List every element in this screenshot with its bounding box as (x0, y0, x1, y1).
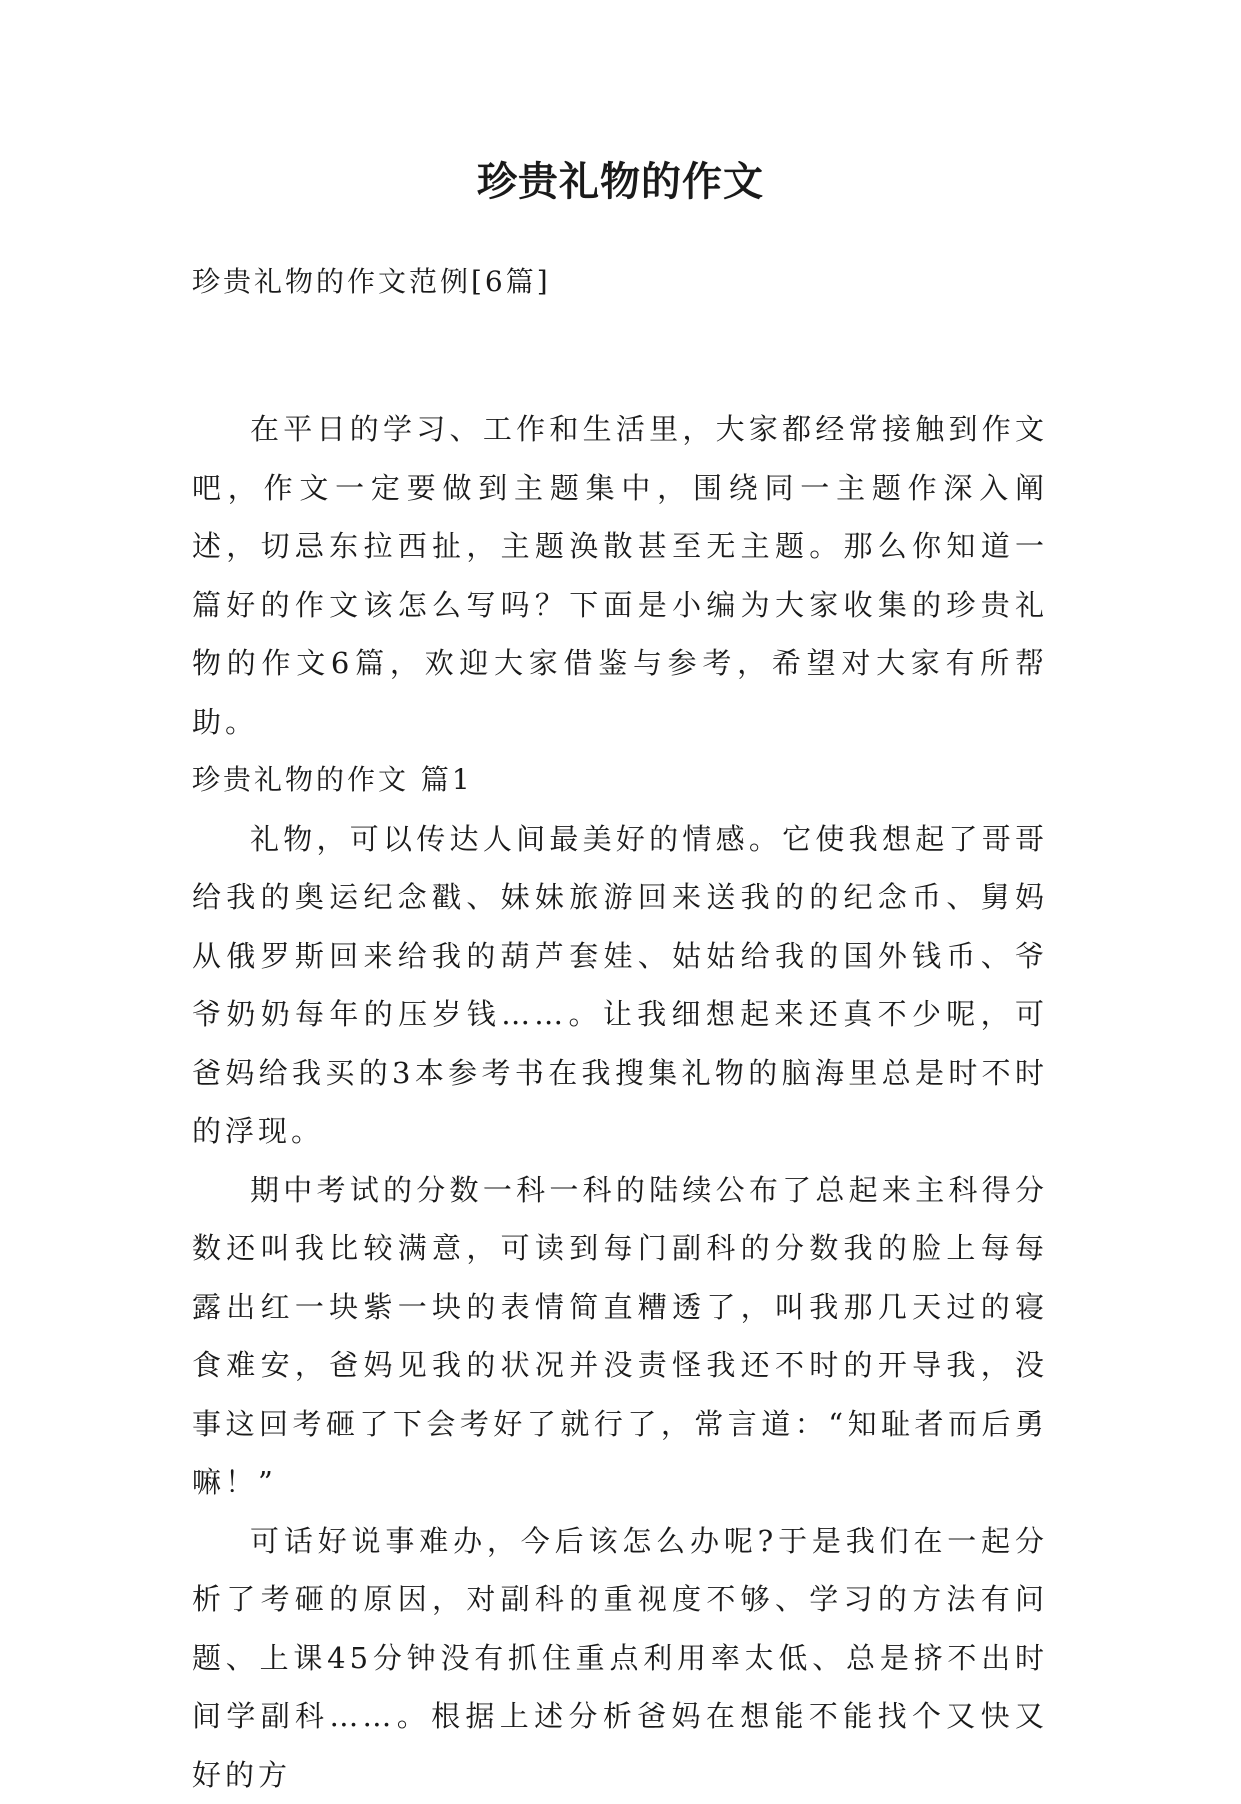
intro-paragraph: 在平日的学习、工作和生活里，大家都经常接触到作文吧，作文一定要做到主题集中，围绕同一主题作深入阐述，切忌东拉西扯，主题涣散甚至无主题。那么你知道一篇好的作文该怎么写吗？下面是小编为大家收集的珍贵礼物的作文6篇，欢迎大家借鉴与参考，希望对大家有所帮助。 (192, 400, 1048, 751)
body-paragraph: 可话好说事难办，今后该怎么办呢?于是我们在一起分析了考砸的原因，对副科的重视度不够、学习的方法有问题、上课45分钟没有抓住重点利用率太低、总是挤不出时间学副科……。根据上述分析爸妈在想能不能找个又快又好的方 (192, 1512, 1048, 1804)
body-paragraph: 期中考试的分数一科一科的陆续公布了总起来主科得分数还叫我比较满意，可读到每门副科的分数我的脸上每每露出红一块紫一块的表情简直糟透了，叫我那几天过的寝食难安，爸妈见我的状况并没责怪我还不时的开导我，没事这回考砸了下会考好了就行了，常言道：“知耻者而后勇嘛！” (192, 1161, 1048, 1512)
document-title: 珍贵礼物的作文 (0, 152, 1241, 212)
body-paragraph: 礼物，可以传达人间最美好的情感。它使我想起了哥哥给我的奥运纪念戳、妹妹旅游回来送我的的纪念币、舅妈从俄罗斯回来给我的葫芦套娃、姑姑给我的国外钱币、爷爷奶奶每年的压岁钱……。让我细想起来还真不少呢，可爸妈给我买的3本参考书在我搜集礼物的脑海里总是时不时的浮现。 (192, 810, 1048, 1161)
document-body (192, 400, 1048, 1804)
section-heading: 珍贵礼物的作文 篇1 (192, 751, 1048, 810)
document-subtitle: 珍贵礼物的作文范例[6篇] (192, 262, 551, 302)
